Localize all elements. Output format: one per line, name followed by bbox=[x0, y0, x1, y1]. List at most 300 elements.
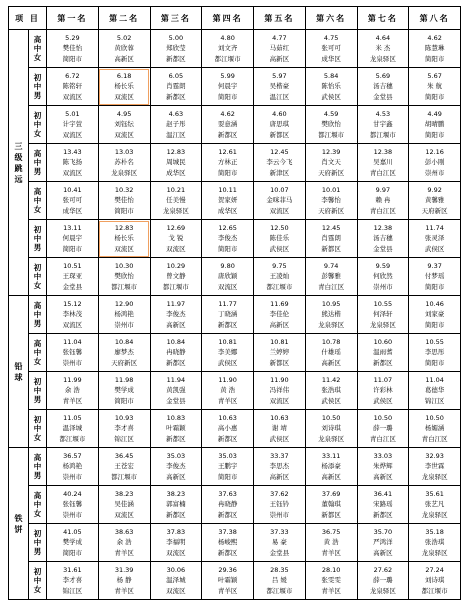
athlete-name: 李林茂 bbox=[62, 310, 83, 319]
table-row bbox=[9, 258, 461, 296]
result-mark: 11.98 bbox=[114, 375, 134, 384]
result-cell bbox=[98, 562, 150, 600]
athlete-name: 温泽城 bbox=[166, 576, 186, 585]
district-name: 龙泉驿区 bbox=[318, 320, 345, 329]
result-mark: 11.94 bbox=[166, 375, 186, 384]
result-mark: 36.45 bbox=[114, 451, 134, 460]
result-mark: 12.45 bbox=[270, 147, 289, 156]
result-mark: 30.06 bbox=[166, 565, 186, 574]
athlete-name: 杨峻熙 bbox=[217, 538, 238, 547]
district-name: 青羊区 bbox=[114, 548, 134, 557]
athlete-name: 张可可 bbox=[62, 196, 83, 205]
athlete-name: 杨媚涵 bbox=[424, 424, 445, 433]
result-mark: 36.41 bbox=[373, 489, 393, 498]
athlete-name: 樊学成 bbox=[114, 386, 134, 395]
result-mark: 10.93 bbox=[114, 413, 134, 422]
district-name: 温江区 bbox=[269, 92, 290, 101]
athlete-name: 肖文天 bbox=[321, 158, 341, 167]
result-mark: 27.62 bbox=[373, 565, 393, 574]
athlete-name: 李世霖 bbox=[424, 462, 445, 471]
result-cell bbox=[305, 334, 357, 372]
athlete-name: 黄 浩 bbox=[220, 386, 236, 395]
result-cell bbox=[202, 68, 254, 106]
district-name: 武侯区 bbox=[269, 244, 290, 253]
district-name: 新都区 bbox=[166, 54, 186, 63]
athlete-name: 刘家豪 bbox=[424, 310, 445, 319]
district-name: 新都区 bbox=[321, 510, 341, 519]
athlete-name: 吴楷豪 bbox=[269, 82, 290, 91]
district-name: 高新区 bbox=[321, 472, 341, 481]
athlete-name: 冯祥伟 bbox=[269, 386, 290, 395]
district-name: 简阳市 bbox=[424, 282, 445, 291]
result-mark: 13.11 bbox=[63, 223, 82, 232]
result-mark: 10.84 bbox=[114, 337, 134, 346]
athlete-name: 樊佳怡 bbox=[62, 44, 83, 53]
result-mark: 31.39 bbox=[114, 565, 134, 574]
result-cell bbox=[254, 334, 306, 372]
district-name: 武侯区 bbox=[321, 92, 341, 101]
athlete-name: 陈佳乐 bbox=[269, 234, 290, 243]
district-name: 龙泉驿区 bbox=[369, 586, 396, 595]
rank-header: 第三名 bbox=[150, 7, 202, 30]
district-name: 新都区 bbox=[217, 130, 238, 139]
district-name: 青白江区 bbox=[318, 282, 345, 291]
athlete-name: 李佳伦 bbox=[269, 310, 290, 319]
athlete-name: 董翰琪 bbox=[321, 500, 341, 509]
district-name: 新都区 bbox=[321, 244, 341, 253]
district-name: 双流区 bbox=[62, 130, 83, 139]
result-mark: 35.18 bbox=[425, 527, 444, 536]
result-mark: 6.05 bbox=[168, 71, 184, 80]
athlete-name: 李才喜 bbox=[62, 576, 83, 585]
result-mark: 5.02 bbox=[116, 33, 132, 42]
district-name: 青羊区 bbox=[217, 396, 238, 405]
result-cell bbox=[47, 68, 99, 106]
district-name: 天府新区 bbox=[318, 168, 345, 177]
athlete-name: 甘宇鑫 bbox=[373, 120, 393, 129]
result-cell bbox=[47, 30, 99, 68]
rank-header: 第一名 bbox=[47, 7, 99, 30]
result-mark: 5.84 bbox=[323, 71, 339, 80]
result-cell bbox=[98, 220, 150, 258]
district-name: 双流区 bbox=[62, 92, 83, 101]
district-name: 简阳市 bbox=[114, 206, 134, 215]
table-row bbox=[9, 182, 461, 220]
athlete-name: 赵子彤 bbox=[166, 120, 186, 129]
athlete-name: 朱 航 bbox=[427, 82, 443, 91]
result-cell bbox=[305, 220, 357, 258]
athlete-name: 郭富楠 bbox=[166, 500, 186, 509]
athlete-name: 刘钰纭 bbox=[114, 120, 134, 129]
district-name: 简阳市 bbox=[424, 92, 445, 101]
result-cell bbox=[150, 486, 202, 524]
athlete-name: 樊欣怡 bbox=[114, 272, 134, 281]
result-cell bbox=[150, 144, 202, 182]
result-mark: 11.74 bbox=[425, 223, 444, 232]
athlete-name: 陈慧琳 bbox=[424, 44, 445, 53]
result-cell bbox=[202, 334, 254, 372]
result-cell bbox=[357, 258, 409, 296]
result-cell bbox=[254, 144, 306, 182]
athlete-name: 李才喜 bbox=[114, 424, 134, 433]
result-cell bbox=[202, 258, 254, 296]
athlete-name: 王钰钤 bbox=[269, 500, 290, 509]
athlete-name: 唐思琪 bbox=[269, 120, 290, 129]
event-name: 铅 球 bbox=[9, 296, 29, 448]
district-name: 崇州市 bbox=[62, 510, 83, 519]
district-name: 崇州市 bbox=[373, 282, 393, 291]
result-mark: 11.99 bbox=[63, 375, 82, 384]
athlete-name: 温雨蓍 bbox=[373, 348, 393, 357]
result-cell bbox=[98, 68, 150, 106]
result-cell bbox=[98, 448, 150, 486]
result-mark: 11.05 bbox=[63, 413, 82, 422]
athlete-name: 吴佳涵 bbox=[114, 500, 134, 509]
result-mark: 10.81 bbox=[270, 337, 289, 346]
athlete-name: 黄馨雅 bbox=[424, 196, 445, 205]
result-mark: 35.61 bbox=[425, 489, 444, 498]
result-cell bbox=[254, 448, 306, 486]
athlete-name: 唐欣颖 bbox=[217, 272, 238, 281]
result-cell bbox=[254, 182, 306, 220]
result-cell bbox=[409, 30, 461, 68]
athlete-name: 李美娜 bbox=[217, 348, 238, 357]
athlete-name: 谢 靖 bbox=[271, 424, 287, 433]
athlete-name: 肖霆朗 bbox=[321, 234, 341, 243]
athlete-name: 戈 锐 bbox=[168, 234, 184, 243]
result-mark: 27.24 bbox=[425, 565, 444, 574]
result-cell bbox=[47, 410, 99, 448]
result-mark: 33.11 bbox=[321, 451, 341, 460]
rank-header: 第五名 bbox=[254, 7, 306, 30]
result-cell bbox=[98, 144, 150, 182]
result-mark: 10.84 bbox=[166, 337, 186, 346]
athlete-name: 何晨宇 bbox=[217, 82, 238, 91]
district-name: 简阳市 bbox=[424, 54, 445, 63]
district-name: 双流区 bbox=[269, 396, 290, 405]
district-name: 天府新区 bbox=[421, 206, 448, 215]
result-mark: 11.69 bbox=[270, 299, 289, 308]
result-cell bbox=[357, 68, 409, 106]
district-name: 双流区 bbox=[166, 244, 186, 253]
header-row bbox=[9, 7, 461, 30]
athlete-name: 严鸿洋 bbox=[373, 538, 393, 547]
athlete-name: 周城民 bbox=[166, 158, 186, 167]
result-mark: 15.12 bbox=[63, 299, 82, 308]
district-name: 简阳市 bbox=[62, 54, 83, 63]
result-cell bbox=[254, 68, 306, 106]
result-cell bbox=[150, 106, 202, 144]
district-name: 龙泉驿区 bbox=[369, 54, 396, 63]
district-name: 高新区 bbox=[166, 320, 186, 329]
athlete-name: 吴嘉川 bbox=[373, 158, 393, 167]
result-mark: 10.60 bbox=[373, 337, 393, 346]
athlete-name: 叶霜颖 bbox=[166, 424, 186, 433]
result-mark: 10.55 bbox=[425, 337, 444, 346]
result-mark: 37.38 bbox=[218, 527, 237, 536]
result-cell bbox=[98, 372, 150, 410]
result-mark: 10.81 bbox=[218, 337, 237, 346]
district-name: 新都区 bbox=[166, 358, 186, 367]
athlete-name: 王琛亚 bbox=[62, 272, 83, 281]
district-name: 双流区 bbox=[114, 130, 134, 139]
athlete-name: 汤吉穗 bbox=[373, 234, 393, 243]
result-mark: 35.03 bbox=[218, 451, 237, 460]
result-mark: 11.04 bbox=[425, 375, 444, 384]
result-mark: 11.04 bbox=[63, 337, 82, 346]
district-name: 高新区 bbox=[269, 472, 290, 481]
result-mark: 6.18 bbox=[116, 71, 132, 80]
district-name: 崇州市 bbox=[62, 358, 83, 367]
district-name: 高新区 bbox=[114, 54, 134, 63]
result-cell bbox=[254, 30, 306, 68]
result-mark: 10.50 bbox=[425, 413, 444, 422]
result-cell bbox=[47, 144, 99, 182]
athlete-name: 黄凯强 bbox=[166, 386, 186, 395]
athlete-name: 方林正 bbox=[217, 158, 238, 167]
district-name: 青白江区 bbox=[369, 434, 396, 443]
result-cell bbox=[98, 30, 150, 68]
result-cell bbox=[150, 258, 202, 296]
result-cell bbox=[409, 448, 461, 486]
district-name: 高新区 bbox=[269, 320, 290, 329]
result-cell bbox=[150, 220, 202, 258]
district-name: 高新区 bbox=[373, 472, 393, 481]
athlete-name: 张可可 bbox=[321, 44, 341, 53]
district-name: 青白江区 bbox=[421, 434, 448, 443]
district-name: 新都区 bbox=[269, 130, 290, 139]
athlete-name: 刘文齐 bbox=[217, 44, 238, 53]
group-label: 高 中 女 bbox=[29, 486, 47, 524]
result-mark: 6.72 bbox=[65, 71, 80, 80]
district-name: 青白江区 bbox=[369, 168, 396, 177]
athlete-name: 廖梦杰 bbox=[114, 348, 134, 357]
athlete-name: 李馨怡 bbox=[321, 196, 341, 205]
result-cell bbox=[202, 106, 254, 144]
athlete-name: 张浩琪 bbox=[424, 538, 445, 547]
group-label: 初 中 女 bbox=[29, 562, 47, 600]
result-mark: 4.59 bbox=[323, 109, 339, 118]
athlete-name: 陈怡乐 bbox=[321, 82, 341, 91]
result-mark: 4.53 bbox=[375, 109, 391, 118]
result-cell bbox=[47, 372, 99, 410]
result-mark: 36.57 bbox=[63, 451, 82, 460]
district-name: 锦江区 bbox=[114, 434, 134, 443]
result-cell bbox=[409, 106, 461, 144]
result-cell bbox=[150, 372, 202, 410]
district-name: 简阳市 bbox=[424, 130, 445, 139]
district-name: 成华区 bbox=[62, 206, 83, 215]
athlete-name: 刘诗琪 bbox=[321, 424, 341, 433]
result-mark: 12.83 bbox=[114, 223, 134, 232]
athlete-name: 杨鸿艳 bbox=[62, 462, 83, 471]
result-mark: 9.92 bbox=[427, 185, 442, 194]
result-cell bbox=[150, 562, 202, 600]
result-mark: 13.43 bbox=[63, 147, 82, 156]
result-cell bbox=[98, 410, 150, 448]
district-name: 新都区 bbox=[166, 434, 186, 443]
result-mark: 4.62 bbox=[220, 109, 235, 118]
result-cell bbox=[254, 106, 306, 144]
result-mark: 37.33 bbox=[270, 527, 289, 536]
athlete-name: 李云今飞 bbox=[266, 158, 293, 167]
table-row bbox=[9, 30, 461, 68]
district-name: 高新区 bbox=[269, 54, 290, 63]
result-mark: 9.74 bbox=[323, 261, 339, 270]
district-name: 新都区 bbox=[217, 320, 238, 329]
result-mark: 33.37 bbox=[270, 451, 289, 460]
district-name: 都江堰市 bbox=[266, 282, 293, 291]
result-mark: 10.29 bbox=[166, 261, 186, 270]
result-mark: 12.38 bbox=[373, 147, 393, 156]
result-mark: 28.35 bbox=[270, 565, 289, 574]
result-mark: 38.23 bbox=[114, 489, 134, 498]
result-mark: 35.70 bbox=[373, 527, 393, 536]
athlete-name: 张艺凡 bbox=[424, 500, 445, 509]
result-mark: 5.01 bbox=[65, 109, 80, 118]
result-cell bbox=[409, 258, 461, 296]
result-cell bbox=[254, 562, 306, 600]
district-name: 都江堰市 bbox=[111, 282, 138, 291]
district-name: 崇州市 bbox=[269, 510, 290, 519]
district-name: 简阳市 bbox=[62, 548, 83, 557]
district-name: 双流区 bbox=[114, 92, 134, 101]
result-mark: 12.39 bbox=[321, 147, 341, 156]
result-cell bbox=[357, 486, 409, 524]
district-name: 金堂县 bbox=[166, 396, 186, 405]
athlete-name: 樊学成 bbox=[62, 538, 83, 547]
athlete-name: 张浩琪 bbox=[321, 386, 341, 395]
result-cell bbox=[357, 410, 409, 448]
athlete-name: 张雯雯 bbox=[321, 576, 341, 585]
result-cell bbox=[47, 182, 99, 220]
result-mark: 37.69 bbox=[321, 489, 341, 498]
district-name: 双流区 bbox=[62, 168, 83, 177]
result-cell bbox=[305, 448, 357, 486]
athlete-name: 丁晓涵 bbox=[217, 310, 238, 319]
district-name: 龙泉驿区 bbox=[111, 168, 138, 177]
athlete-name: 杨长乐 bbox=[114, 82, 134, 91]
athlete-name: 王苍宏 bbox=[114, 462, 134, 471]
table-row bbox=[9, 410, 461, 448]
result-cell bbox=[254, 220, 306, 258]
result-mark: 4.95 bbox=[116, 109, 132, 118]
athlete-name: 葛德华 bbox=[424, 386, 445, 395]
result-cell bbox=[305, 296, 357, 334]
result-cell bbox=[357, 220, 409, 258]
result-mark: 10.21 bbox=[166, 185, 186, 194]
result-mark: 35.03 bbox=[166, 451, 186, 460]
result-cell bbox=[98, 486, 150, 524]
district-name: 青羊区 bbox=[114, 586, 134, 595]
athlete-name: 朱烨辉 bbox=[373, 462, 393, 471]
table-row bbox=[9, 296, 461, 334]
district-name: 天府新区 bbox=[111, 358, 138, 367]
athlete-name: 郑欣莹 bbox=[166, 44, 186, 53]
athlete-name: 易 豪 bbox=[271, 538, 287, 547]
result-mark: 5.97 bbox=[272, 71, 287, 80]
result-cell bbox=[254, 372, 306, 410]
athlete-name: 李俊杰 bbox=[166, 462, 186, 471]
result-mark: 9.80 bbox=[220, 261, 235, 270]
district-name: 新都区 bbox=[269, 358, 290, 367]
result-cell bbox=[47, 448, 99, 486]
item-header: 项 目 bbox=[9, 7, 47, 30]
district-name: 双流区 bbox=[114, 510, 134, 519]
athlete-name: 彭小刚 bbox=[424, 158, 445, 167]
table-row bbox=[9, 334, 461, 372]
result-cell bbox=[357, 448, 409, 486]
table-row bbox=[9, 372, 461, 410]
rank-header: 第四名 bbox=[202, 7, 254, 30]
result-mark: 12.38 bbox=[373, 223, 393, 232]
district-name: 天府新区 bbox=[318, 206, 345, 215]
result-cell bbox=[254, 524, 306, 562]
result-cell bbox=[150, 30, 202, 68]
result-mark: 10.50 bbox=[373, 413, 393, 422]
district-name: 高新区 bbox=[373, 548, 393, 557]
athlete-name: 樊佳怡 bbox=[114, 196, 134, 205]
result-cell bbox=[150, 410, 202, 448]
district-name: 新都区 bbox=[166, 92, 186, 101]
district-name: 武侯区 bbox=[373, 396, 393, 405]
result-mark: 9.97 bbox=[375, 185, 391, 194]
result-mark: 10.55 bbox=[373, 299, 393, 308]
results-table bbox=[8, 6, 461, 600]
district-name: 崇州市 bbox=[62, 472, 83, 481]
result-cell bbox=[357, 334, 409, 372]
group-label: 初 中 男 bbox=[29, 372, 47, 410]
event-name: 铁 饼 bbox=[9, 448, 29, 600]
athlete-name: 李俊杰 bbox=[217, 234, 238, 243]
result-mark: 36.75 bbox=[321, 527, 341, 536]
district-name: 青羊区 bbox=[62, 396, 83, 405]
result-cell bbox=[254, 486, 306, 524]
result-mark: 12.65 bbox=[218, 223, 237, 232]
result-cell bbox=[202, 410, 254, 448]
result-mark: 11.07 bbox=[373, 375, 393, 384]
athlete-name: 何泽轩 bbox=[373, 310, 393, 319]
result-cell bbox=[202, 524, 254, 562]
group-label: 初 中 女 bbox=[29, 258, 47, 296]
rank-header: 第八名 bbox=[409, 7, 461, 30]
result-cell bbox=[150, 334, 202, 372]
athlete-name: 金咪菲马 bbox=[266, 196, 293, 205]
result-cell bbox=[357, 144, 409, 182]
table-row bbox=[9, 106, 461, 144]
result-cell bbox=[409, 372, 461, 410]
result-cell bbox=[305, 486, 357, 524]
athlete-name: 杨鸿艳 bbox=[114, 310, 134, 319]
group-label: 初 中 男 bbox=[29, 524, 47, 562]
result-mark: 5.99 bbox=[220, 71, 235, 80]
athlete-name: 何晨宇 bbox=[62, 234, 83, 243]
district-name: 武侯区 bbox=[269, 434, 290, 443]
result-cell bbox=[305, 144, 357, 182]
result-cell bbox=[202, 372, 254, 410]
district-name: 龙泉驿区 bbox=[318, 434, 345, 443]
result-cell bbox=[202, 486, 254, 524]
result-cell bbox=[98, 258, 150, 296]
result-cell bbox=[305, 258, 357, 296]
district-name: 锦江区 bbox=[424, 396, 445, 405]
district-name: 双流区 bbox=[217, 282, 238, 291]
district-name: 青羊区 bbox=[321, 548, 341, 557]
athlete-name: 李福明 bbox=[166, 538, 186, 547]
district-name: 龙泉驿区 bbox=[162, 206, 189, 215]
result-mark: 5.29 bbox=[65, 33, 80, 42]
result-cell bbox=[47, 524, 99, 562]
